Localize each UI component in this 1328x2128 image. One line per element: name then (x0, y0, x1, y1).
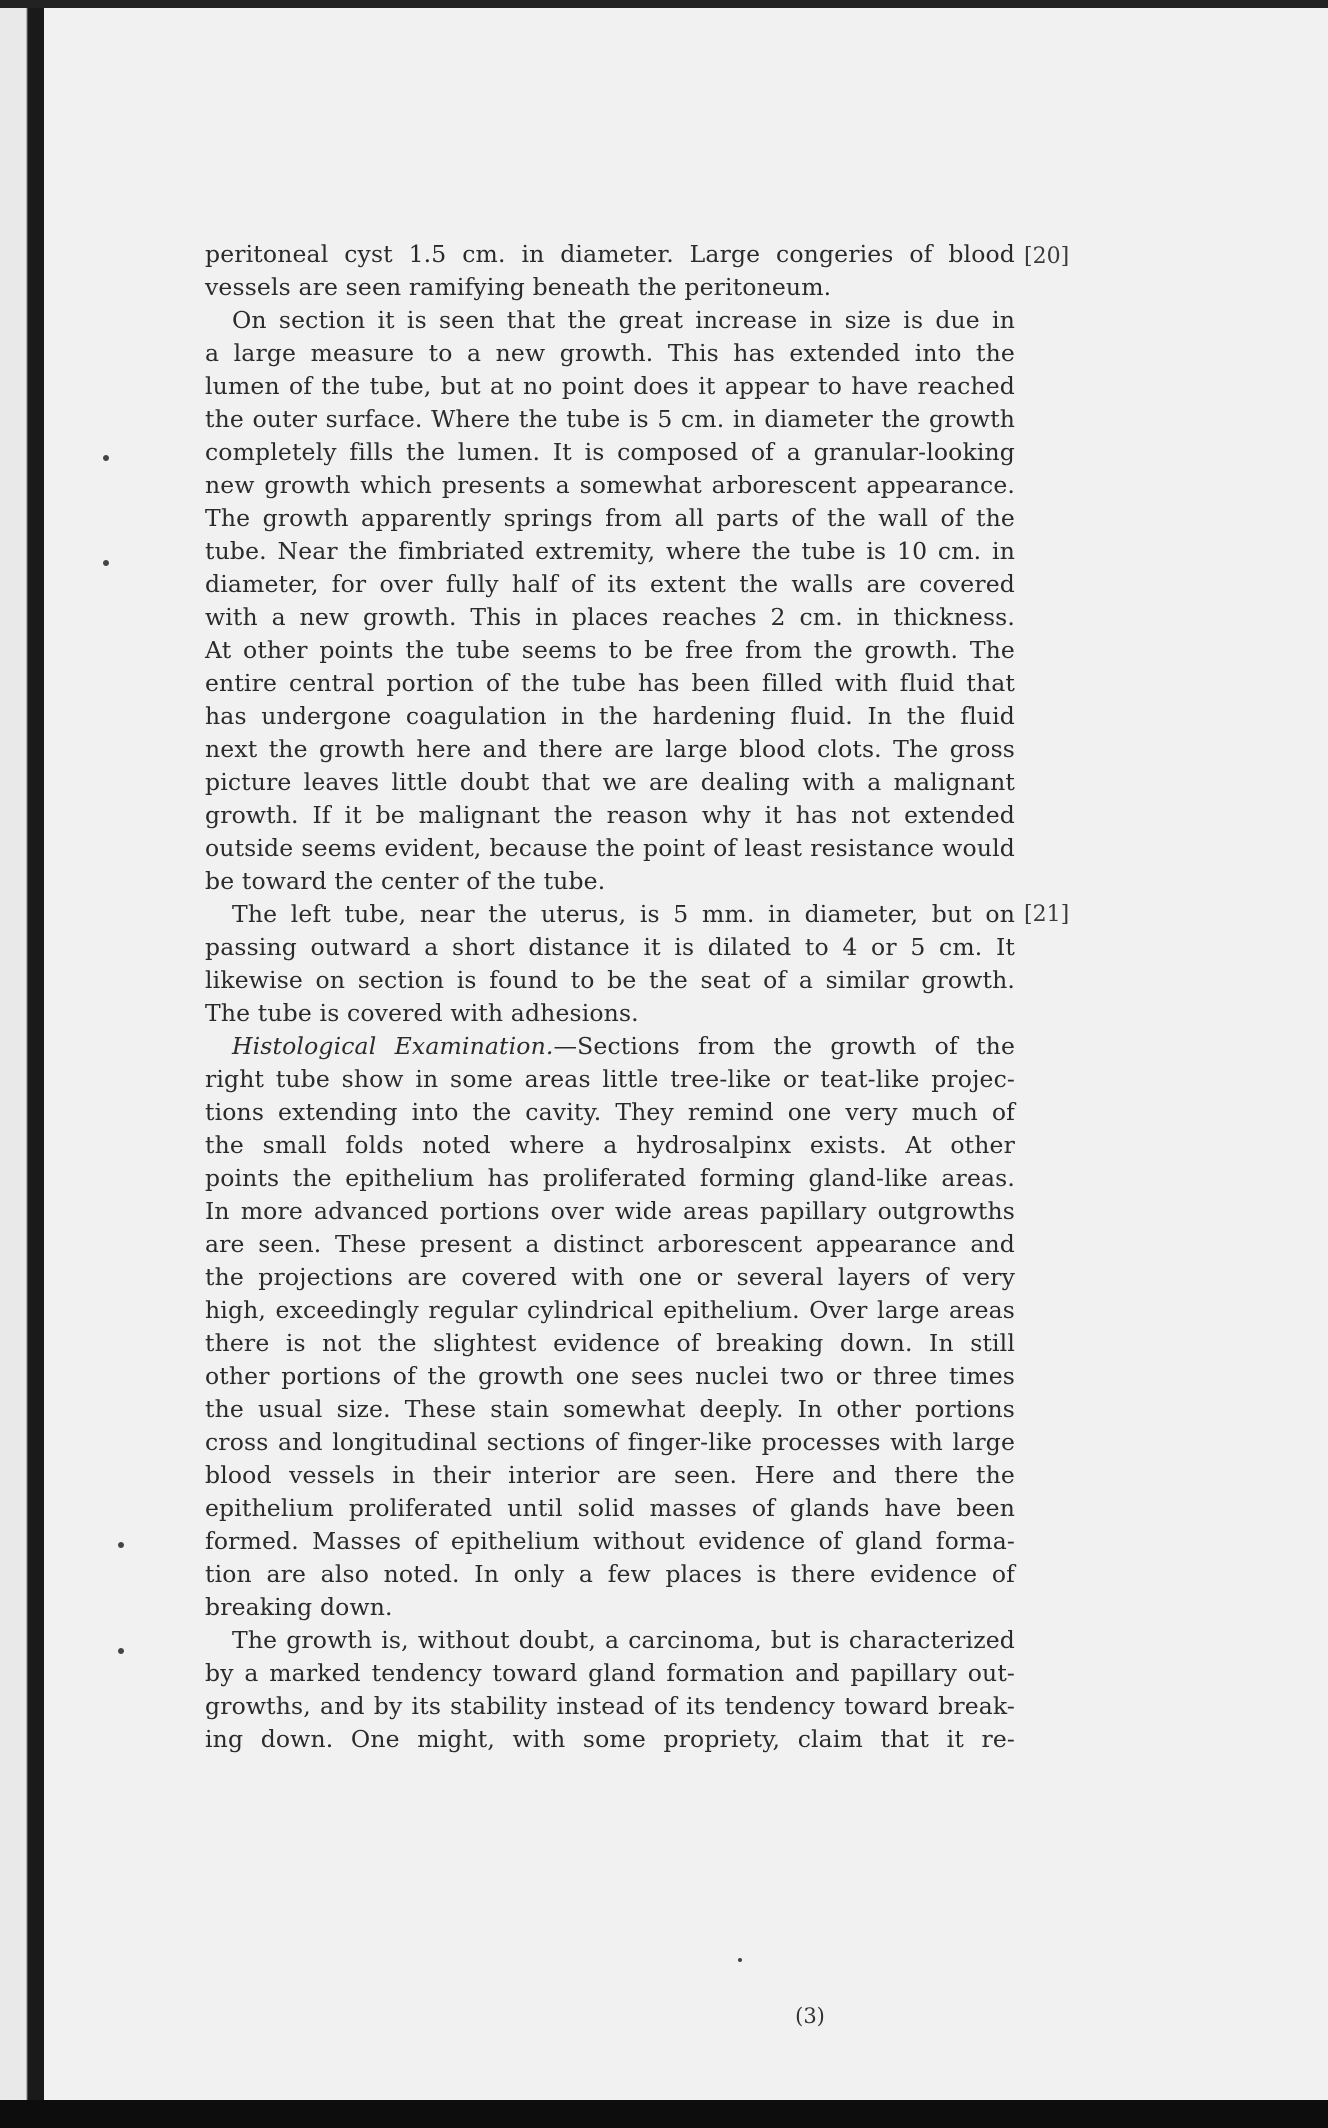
text-line: In more advanced portions over wide areas papillary outgrowths (205, 1197, 1015, 1225)
text-line: cross and longitudinal sections of finger-like processes with large (205, 1428, 1015, 1456)
scan-top-border (0, 0, 1328, 8)
text-line: diameter, for over fully half of its extent the walls are covered (205, 570, 1015, 598)
scan-bottom-border (0, 2100, 1328, 2128)
paragraph-start-line: On section it is seen that the great increase in size is due in (232, 306, 1015, 334)
text-line: has undergone coagulation in the hardening fluid. In the fluid (205, 702, 1015, 730)
text-line-continuation: —Sections from the growth of the (553, 1032, 1016, 1060)
page-number: (3) (795, 2004, 825, 2028)
margin-note-page-ref: [21] (1024, 902, 1070, 927)
text-line: points the epithelium has proliferated forming gland-like areas. (205, 1164, 1015, 1192)
text-line: entire central portion of the tube has been filled with fluid that (205, 669, 1015, 697)
text-line: The growth apparently springs from all parts of the wall of the (205, 504, 1015, 532)
text-line: next the growth here and there are large blood clots. The gross (205, 735, 1015, 763)
text-line: blood vessels in their interior are seen. Here and there the (205, 1461, 1015, 1489)
scan-speck (738, 1958, 742, 1962)
text-line: new growth which presents a somewhat arborescent appearance. (205, 471, 1015, 499)
text-line: vessels are seen ramifying beneath the peritoneum. (205, 273, 832, 301)
text-line: growth. If it be malignant the reason why it has not extended (205, 801, 1015, 829)
text-line: ing down. One might, with some propriety, claim that it re- (205, 1725, 1015, 1753)
text-line: the usual size. These stain somewhat deeply. In other portions (205, 1395, 1015, 1423)
text-line: tube. Near the fimbriated extremity, where the tube is 10 cm. in (205, 537, 1015, 565)
text-line: picture leaves little doubt that we are dealing with a malignant (205, 768, 1015, 796)
text-line: high, exceedingly regular cylindrical epithelium. Over large areas (205, 1296, 1015, 1324)
scan-speck (118, 1542, 124, 1548)
text-line: completely fills the lumen. It is composed of a granular-looking (205, 438, 1015, 466)
text-line: passing outward a short distance it is dilated to 4 or 5 cm. It (205, 933, 1015, 961)
page-binding-edge (0, 0, 44, 2128)
text-line: lumen of the tube, but at no point does it appear to have reached (205, 372, 1015, 400)
text-line: right tube show in some areas little tree-like or teat-like projec- (205, 1065, 1015, 1093)
section-heading: Histological Examination. (232, 1032, 554, 1060)
text-line: growths, and by its stability instead of its tendency toward break- (205, 1692, 1015, 1720)
scan-speck (103, 560, 109, 566)
text-line: a large measure to a new growth. This has extended into the (205, 339, 1015, 367)
text-line: tions extending into the cavity. They remind one very much of (205, 1098, 1015, 1126)
text-line: epithelium proliferated until solid masses of glands have been (205, 1494, 1015, 1522)
scan-speck (118, 1648, 124, 1654)
text-line: The tube is covered with adhesions. (205, 999, 639, 1027)
paragraph-start-line: The left tube, near the uterus, is 5 mm. in diameter, but on (232, 900, 1015, 928)
text-line: the outer surface. Where the tube is 5 cm. in diameter the growth (205, 405, 1015, 433)
text-line: there is not the slightest evidence of breaking down. In still (205, 1329, 1015, 1357)
text-line: are seen. These present a distinct arborescent appearance and (205, 1230, 1015, 1258)
text-line: other portions of the growth one sees nuclei two or three times (205, 1362, 1015, 1390)
margin-note-page-ref: [20] (1024, 244, 1070, 269)
text-line: the projections are covered with one or several layers of very (205, 1263, 1015, 1291)
paragraph-start-line: The growth is, without doubt, a carcinoma, but is characterized (232, 1626, 1015, 1654)
text-line: by a marked tendency toward gland formation and papillary out- (205, 1659, 1015, 1687)
text-line: breaking down. (205, 1593, 393, 1621)
text-line: likewise on section is found to be the seat of a similar growth. (205, 966, 1015, 994)
text-line: At other points the tube seems to be free from the growth. The (205, 636, 1015, 664)
paragraph-start-line (205, 1030, 1015, 1063)
text-line: peritoneal cyst 1.5 cm. in diameter. Large congeries of blood (205, 240, 1015, 268)
text-line: with a new growth. This in places reaches 2 cm. in thickness. (205, 603, 1015, 631)
text-line: the small folds noted where a hydrosalpinx exists. At other (205, 1131, 1015, 1159)
text-line: be toward the center of the tube. (205, 867, 606, 895)
text-line: outside seems evident, because the point of least resistance would (205, 834, 1015, 862)
text-line: formed. Masses of epithelium without evidence of gland forma- (205, 1527, 1015, 1555)
text-line: tion are also noted. In only a few places is there evidence of (205, 1560, 1015, 1588)
scan-speck (103, 455, 109, 461)
